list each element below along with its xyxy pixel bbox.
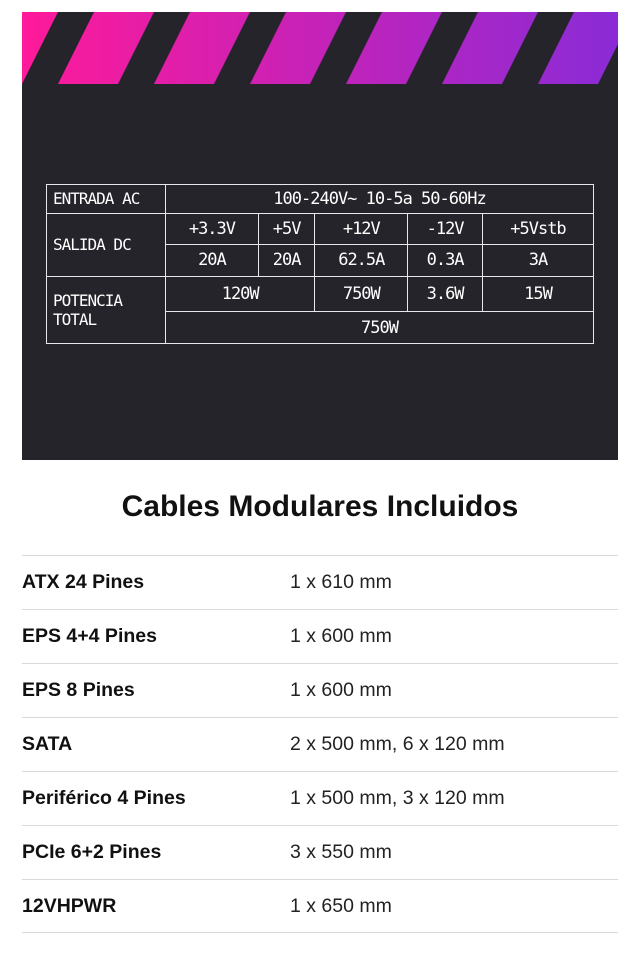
cables-list bbox=[22, 555, 618, 933]
cable-name: PCIe 6+2 Pines bbox=[22, 841, 162, 863]
cable-name: ATX 24 Pines bbox=[22, 571, 145, 593]
rail-label: +5V bbox=[258, 213, 315, 245]
cable-name: EPS 4+4 Pines bbox=[22, 625, 157, 647]
cable-length: 1 x 650 mm bbox=[290, 894, 392, 917]
power-spec-table bbox=[46, 184, 594, 344]
entrada-value: 100-240V~ 10-5a 50-60Hz bbox=[166, 185, 594, 214]
cable-length: 1 x 600 mm bbox=[290, 679, 392, 701]
cable-name: Periférico 4 Pines bbox=[22, 787, 186, 809]
cable-length: 1 x 500 mm, 3 x 120 mm bbox=[290, 787, 505, 809]
section-title: Cables Modulares Incluidos bbox=[121, 490, 519, 523]
power-5vstb: 15W bbox=[482, 276, 593, 312]
power-combined: 120W bbox=[166, 276, 315, 312]
cable-name: EPS 8 Pines bbox=[22, 679, 135, 701]
power-neg12v: 3.6W bbox=[408, 276, 483, 312]
rail-current: 62.5A bbox=[315, 245, 408, 277]
cable-name: SATA bbox=[22, 733, 73, 755]
cable-length: 1 x 610 mm bbox=[290, 571, 392, 593]
table-row bbox=[22, 663, 618, 717]
stripe-decoration bbox=[22, 12, 618, 84]
cable-name: 12VHPWR bbox=[22, 894, 117, 917]
rail-current: 20A bbox=[166, 245, 259, 277]
table-row bbox=[22, 879, 618, 933]
table-row bbox=[22, 555, 618, 609]
entrada-label: ENTRADA AC bbox=[47, 185, 166, 214]
rail-current: 0.3A bbox=[408, 245, 483, 277]
rail-current: 3A bbox=[482, 245, 593, 277]
rail-label: +5Vstb bbox=[482, 213, 593, 245]
rail-current: 20A bbox=[258, 245, 315, 277]
table-row bbox=[22, 609, 618, 663]
rail-label: +3.3V bbox=[166, 213, 259, 245]
power-total: 750W bbox=[166, 312, 594, 344]
potencia-label: POTENCIA TOTAL bbox=[47, 276, 166, 343]
table-row bbox=[22, 825, 618, 879]
cable-length: 1 x 600 mm bbox=[290, 625, 392, 647]
salida-label: SALIDA DC bbox=[47, 213, 166, 276]
spec-banner bbox=[22, 12, 618, 460]
cable-length: 2 x 500 mm, 6 x 120 mm bbox=[290, 733, 505, 755]
power-12v: 750W bbox=[315, 276, 408, 312]
rail-label: -12V bbox=[408, 213, 483, 245]
cable-length: 3 x 550 mm bbox=[290, 841, 392, 863]
table-row bbox=[22, 717, 618, 771]
table-row bbox=[22, 771, 618, 825]
rail-label: +12V bbox=[315, 213, 408, 245]
